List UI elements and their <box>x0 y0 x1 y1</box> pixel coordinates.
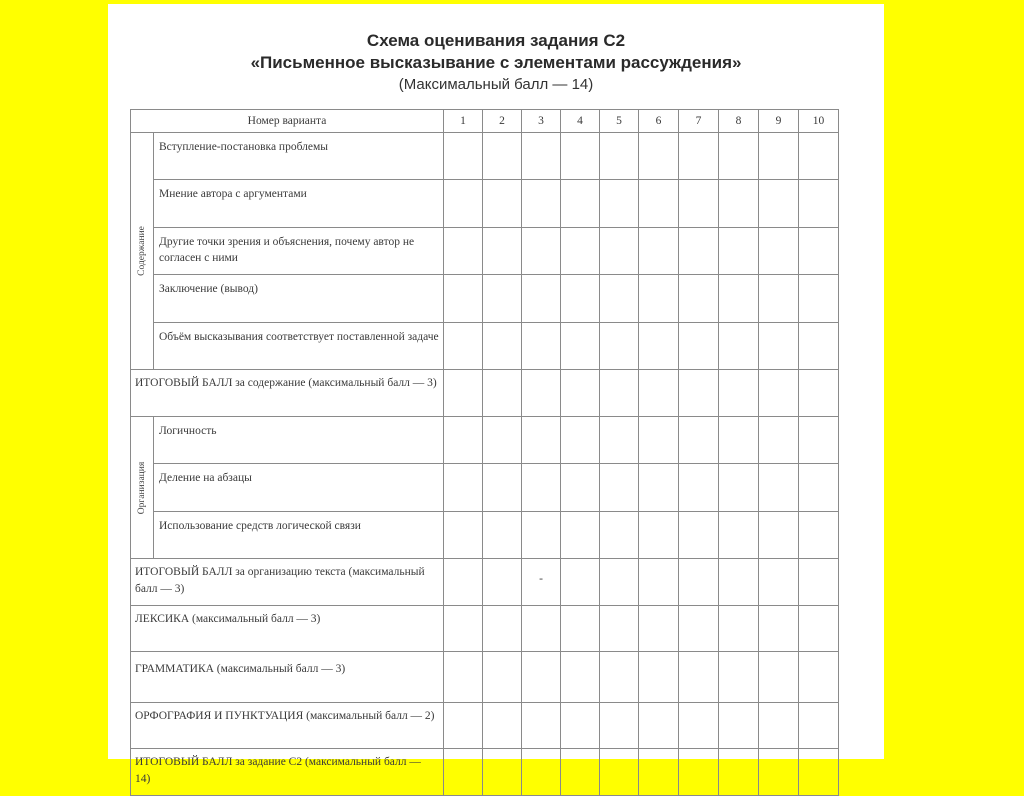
score-cell <box>719 370 759 417</box>
score-cell <box>799 512 839 559</box>
criterion-label: Деление на абзацы <box>154 464 444 512</box>
score-cell <box>483 559 522 606</box>
score-cell <box>759 464 799 512</box>
score-cell <box>679 417 719 464</box>
score-cell <box>679 228 719 275</box>
score-cell <box>759 180 799 228</box>
score-cell <box>679 180 719 228</box>
score-cell <box>483 606 522 652</box>
score-cell <box>561 417 600 464</box>
score-cell <box>600 417 639 464</box>
score-sheet <box>108 4 884 785</box>
score-cell <box>719 703 759 749</box>
score-cell <box>483 370 522 417</box>
score-cell <box>679 703 719 749</box>
score-cell <box>719 180 759 228</box>
max-score-note: (Максимальный балл — 14) <box>398 76 594 93</box>
score-cell <box>561 228 600 275</box>
criterion-label: Другие точки зрения и объяснения, почему автор не согласен с ними <box>154 228 444 275</box>
final-total-label: ИТОГОВЫЙ БАЛЛ за задание С2 (максимальный балл — 14) <box>131 749 444 796</box>
variant-number: 4 <box>561 110 600 133</box>
score-cell <box>679 133 719 180</box>
score-cell <box>483 464 522 512</box>
score-cell <box>639 749 679 796</box>
score-cell <box>522 417 561 464</box>
score-cell <box>799 323 839 370</box>
score-cell <box>522 464 561 512</box>
criterion-label: Вступление-постановка проблемы <box>154 133 444 180</box>
score-cell <box>444 652 483 703</box>
score-cell <box>522 133 561 180</box>
score-cell <box>639 275 679 323</box>
score-cell <box>483 180 522 228</box>
score-cell <box>679 652 719 703</box>
score-cell <box>600 606 639 652</box>
score-cell <box>561 703 600 749</box>
score-cell <box>444 749 483 796</box>
score-cell <box>639 559 679 606</box>
score-cell <box>719 417 759 464</box>
score-cell <box>759 559 799 606</box>
score-cell <box>522 703 561 749</box>
score-cell <box>799 559 839 606</box>
score-cell <box>719 275 759 323</box>
score-cell <box>444 275 483 323</box>
score-cell <box>444 559 483 606</box>
score-cell <box>444 370 483 417</box>
score-cell <box>719 749 759 796</box>
score-cell <box>522 512 561 559</box>
score-cell <box>719 512 759 559</box>
score-cell <box>799 652 839 703</box>
score-cell <box>600 703 639 749</box>
score-cell <box>799 417 839 464</box>
score-cell <box>444 606 483 652</box>
score-cell <box>799 464 839 512</box>
score-cell <box>719 228 759 275</box>
score-cell <box>759 133 799 180</box>
score-cell <box>719 133 759 180</box>
score-cell <box>600 749 639 796</box>
page-title: Схема оценивания задания С2 <box>366 31 626 50</box>
variant-number: 2 <box>483 110 522 133</box>
score-cell <box>522 323 561 370</box>
score-cell <box>639 228 679 275</box>
score-cell <box>444 464 483 512</box>
score-cell <box>639 652 679 703</box>
score-cell <box>639 180 679 228</box>
score-cell <box>483 512 522 559</box>
score-cell <box>679 606 719 652</box>
score-cell <box>719 323 759 370</box>
score-cell <box>759 512 799 559</box>
score-cell <box>561 512 600 559</box>
variant-header: Номер варианта <box>131 110 444 133</box>
score-cell <box>444 228 483 275</box>
score-cell <box>561 180 600 228</box>
score-cell <box>759 370 799 417</box>
criterion-label: Использование средств логической связи <box>154 512 444 559</box>
score-cell <box>799 749 839 796</box>
score-cell <box>561 749 600 796</box>
table-row <box>131 703 839 749</box>
score-cell <box>719 464 759 512</box>
score-cell <box>561 370 600 417</box>
score-cell <box>600 275 639 323</box>
score-cell <box>679 559 719 606</box>
score-cell <box>522 606 561 652</box>
table-row <box>131 370 839 417</box>
score-cell <box>639 417 679 464</box>
score-cell <box>444 703 483 749</box>
table-row <box>131 749 839 796</box>
lexis-label: ЛЕКСИКА (максимальный балл — 3) <box>131 606 444 652</box>
score-cell <box>600 370 639 417</box>
score-cell <box>600 464 639 512</box>
cell-mark: - <box>522 559 561 606</box>
table-row <box>131 512 839 559</box>
criterion-label: Заключение (вывод) <box>154 275 444 323</box>
score-cell <box>759 703 799 749</box>
score-cell <box>522 180 561 228</box>
score-cell <box>522 370 561 417</box>
score-cell <box>600 652 639 703</box>
score-cell <box>799 133 839 180</box>
variant-number: 5 <box>600 110 639 133</box>
variant-number: 3 <box>522 110 561 133</box>
score-cell <box>483 652 522 703</box>
table-row <box>131 228 839 275</box>
score-cell <box>600 228 639 275</box>
score-cell <box>483 417 522 464</box>
score-cell <box>561 606 600 652</box>
score-cell <box>759 275 799 323</box>
score-cell <box>483 133 522 180</box>
variant-number: 8 <box>719 110 759 133</box>
score-cell <box>679 512 719 559</box>
score-cell <box>483 275 522 323</box>
table-row <box>131 417 839 464</box>
variant-number: 9 <box>759 110 799 133</box>
table-row <box>131 559 839 606</box>
table-row <box>131 464 839 512</box>
score-cell <box>719 652 759 703</box>
score-cell <box>679 323 719 370</box>
score-cell <box>561 559 600 606</box>
score-cell <box>719 606 759 652</box>
criterion-label: Логичность <box>154 417 444 464</box>
score-cell <box>799 370 839 417</box>
table-row <box>131 133 839 180</box>
score-cell <box>600 323 639 370</box>
score-cell <box>444 323 483 370</box>
score-cell <box>639 133 679 180</box>
criterion-label: Мнение автора с аргументами <box>154 180 444 228</box>
score-cell <box>679 370 719 417</box>
table-row <box>131 606 839 652</box>
organization-group-label: Организация <box>131 417 154 559</box>
scoring-table <box>130 109 839 796</box>
score-cell <box>639 512 679 559</box>
score-cell <box>679 749 719 796</box>
score-cell <box>522 749 561 796</box>
score-cell <box>799 703 839 749</box>
content-total-label: ИТОГОВЫЙ БАЛЛ за содержание (максимальный балл — 3) <box>131 370 444 417</box>
score-cell <box>759 228 799 275</box>
score-cell <box>639 606 679 652</box>
table-row <box>131 323 839 370</box>
score-cell <box>600 559 639 606</box>
score-cell <box>639 464 679 512</box>
score-cell <box>483 703 522 749</box>
score-cell <box>639 370 679 417</box>
score-cell <box>600 133 639 180</box>
score-cell <box>759 323 799 370</box>
grammar-label: ГРАММАТИКА (максимальный балл — 3) <box>131 652 444 703</box>
score-cell <box>759 606 799 652</box>
score-cell <box>679 464 719 512</box>
variant-number: 1 <box>444 110 483 133</box>
score-cell <box>561 464 600 512</box>
organization-total-label: ИТОГОВЫЙ БАЛЛ за организацию текста (максимальный балл — 3) <box>131 559 444 606</box>
spelling-label: ОРФОГРАФИЯ И ПУНКТУАЦИЯ (максимальный балл — 2) <box>131 703 444 749</box>
score-cell <box>522 275 561 323</box>
score-cell <box>679 275 719 323</box>
score-cell <box>600 512 639 559</box>
score-cell <box>799 228 839 275</box>
score-cell <box>444 417 483 464</box>
header-row <box>131 110 839 133</box>
score-cell <box>799 275 839 323</box>
score-cell <box>639 703 679 749</box>
table-row <box>131 652 839 703</box>
score-cell <box>561 652 600 703</box>
criterion-label: Объём высказывания соответствует поставленной задаче <box>154 323 444 370</box>
score-cell <box>799 180 839 228</box>
score-cell <box>444 512 483 559</box>
score-cell <box>600 180 639 228</box>
score-cell <box>522 652 561 703</box>
content-group-label: Содержание <box>131 133 154 370</box>
score-cell <box>561 323 600 370</box>
page-subtitle: «Письменное высказывание с элементами рассуждения» <box>250 53 742 72</box>
score-cell <box>639 323 679 370</box>
score-cell <box>799 606 839 652</box>
score-cell <box>561 133 600 180</box>
variant-number: 7 <box>679 110 719 133</box>
score-cell <box>522 228 561 275</box>
table-row <box>131 180 839 228</box>
score-cell <box>444 133 483 180</box>
score-cell <box>759 749 799 796</box>
score-cell <box>483 749 522 796</box>
score-cell <box>444 180 483 228</box>
score-cell <box>561 275 600 323</box>
table-row <box>131 275 839 323</box>
score-cell <box>483 323 522 370</box>
variant-number: 10 <box>799 110 839 133</box>
score-cell <box>759 417 799 464</box>
score-cell <box>759 652 799 703</box>
variant-number: 6 <box>639 110 679 133</box>
score-cell <box>719 559 759 606</box>
score-cell <box>483 228 522 275</box>
